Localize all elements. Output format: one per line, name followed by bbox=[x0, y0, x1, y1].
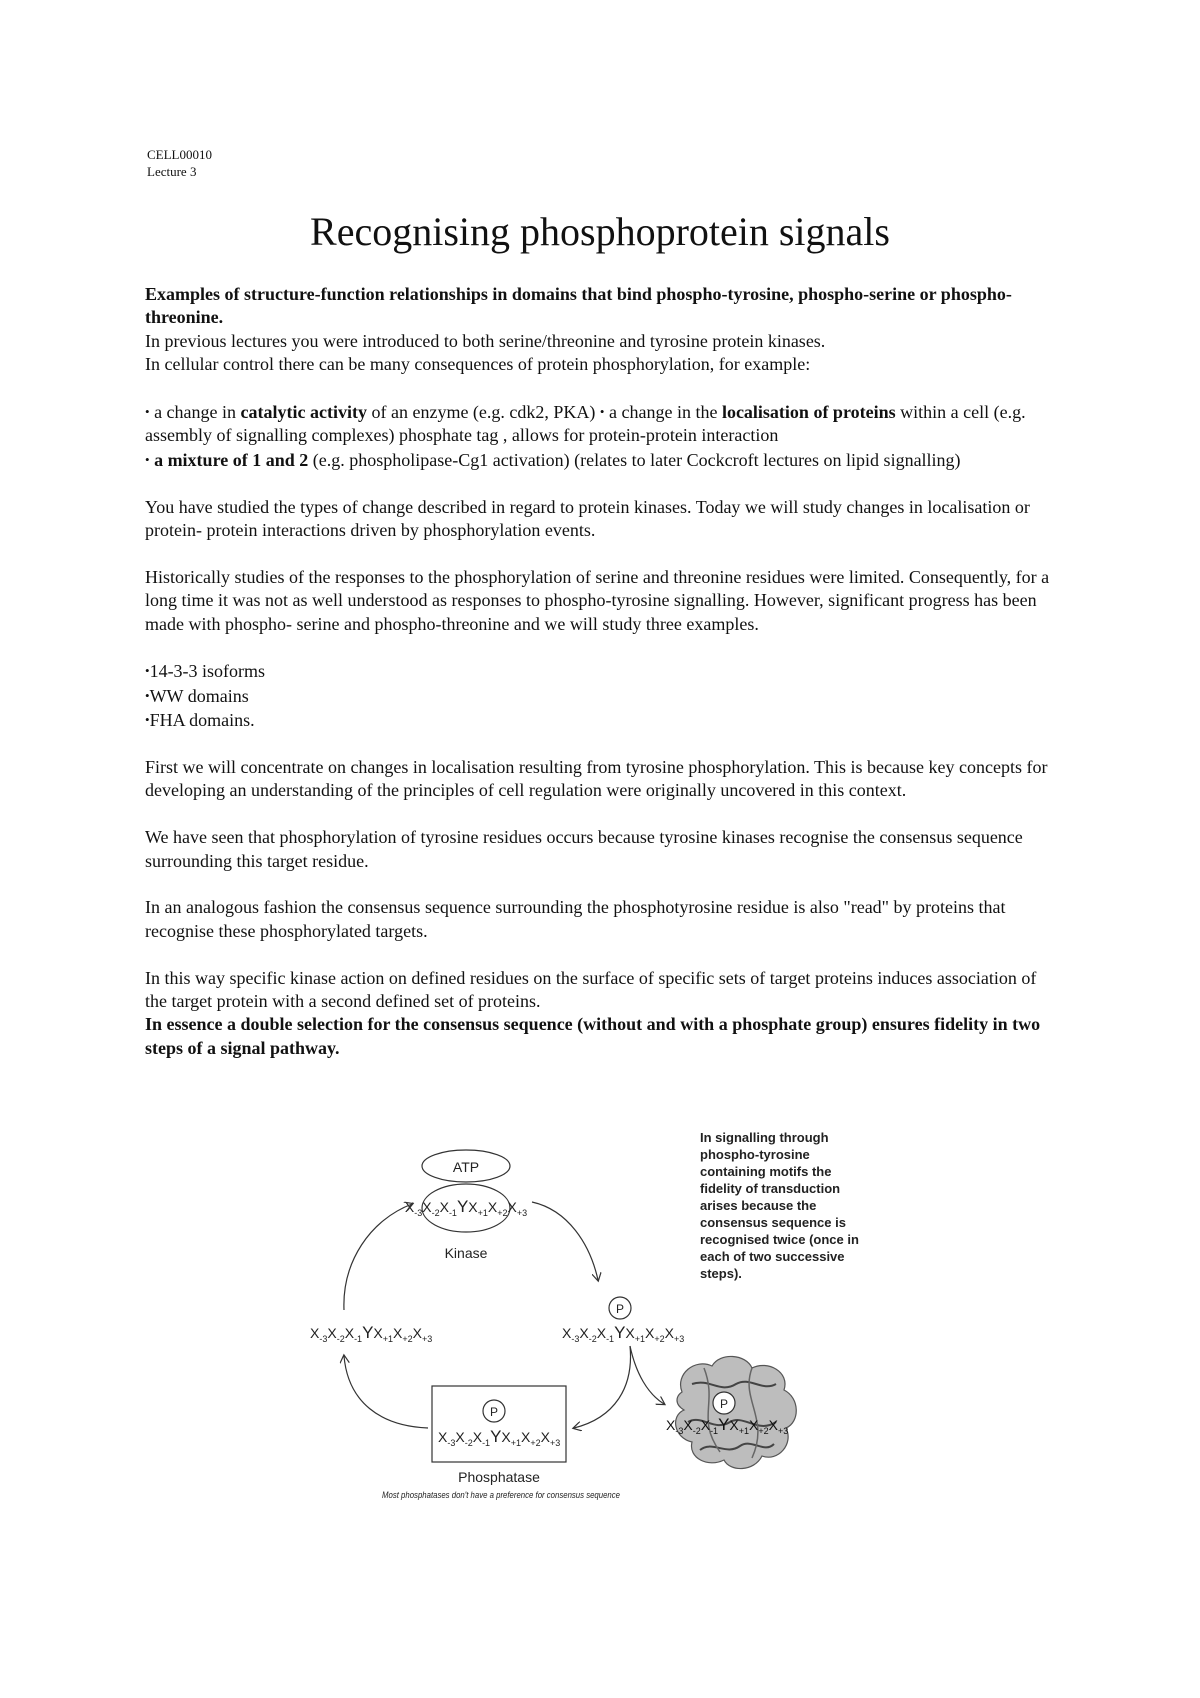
caption-line: each of two successive bbox=[700, 1249, 845, 1264]
kinase-label: Kinase bbox=[444, 1245, 488, 1261]
phosphate-label: P bbox=[615, 1302, 625, 1316]
paragraph-analogous: In an analogous fashion the consensus sequence surrounding the phosphotyrosine residue is also "read" by proteins that recognise these phosphorylated targets. bbox=[145, 897, 1006, 941]
atp-label: ATP bbox=[452, 1159, 480, 1175]
lecture-number: Lecture 3 bbox=[147, 164, 197, 179]
sh2-domain-protein-graphic bbox=[676, 1356, 797, 1468]
caption-line: consensus sequence is bbox=[700, 1215, 846, 1230]
consequence-c-bold: a mixture of 1 and 2 bbox=[154, 449, 309, 470]
bound-sequence: $X_{-3}X_{-2}X_{-1}YX_{+1}X_{+2}X_{+3}$ bbox=[666, 1415, 789, 1436]
paragraph-in-this-way: In this way specific kinase action on defined residues on the surface of specific sets of target proteins induces association of the target protein with a second defined set of proteins. bbox=[145, 967, 1037, 1012]
course-code: CELL00010 bbox=[147, 147, 212, 162]
kinase-sequence: $X_{-3}X_{-2}X_{-1}YX_{+1}X_{+2}X_{+3}$ bbox=[404, 1197, 528, 1218]
bullet-symbol: • bbox=[599, 404, 605, 420]
arrow-kinase-to-phospho bbox=[532, 1202, 598, 1280]
bullet-symbol: • bbox=[145, 451, 150, 467]
phosphatase-label: Phosphatase bbox=[458, 1469, 540, 1485]
substrate-sequence: $X_{-3}X_{-2}X_{-1}YX_{+1}X_{+2}X_{+3}$ bbox=[310, 1323, 433, 1344]
paragraph-in-essence: In essence a double selection for the consensus sequence (without and with a phosphate group) ensures fidelity in two steps of a signal pathway. bbox=[145, 1014, 1041, 1058]
document-body bbox=[145, 283, 1060, 1060]
phosphorylation-cycle-figure bbox=[300, 1122, 900, 1525]
caption-line: fidelity of transduction bbox=[700, 1181, 841, 1196]
list-item: • FHA domains. bbox=[145, 708, 1060, 732]
consequence-c-post: (e.g. phospholipase-Cg1 activation) (relates to later Cockcroft lectures on lipid signalling) bbox=[308, 449, 961, 470]
caption-line: containing motifs the bbox=[700, 1164, 832, 1179]
intro-line-2: In cellular control there can be many consequences of protein phosphorylation, for example: bbox=[145, 354, 811, 375]
caption-line: arises because the bbox=[700, 1198, 817, 1213]
phosphatase-sequence: $X_{-3}X_{-2}X_{-1}YX_{+1}X_{+2}X_{+3}$ bbox=[438, 1427, 561, 1448]
consequence-b-pre: a change in the bbox=[608, 402, 722, 423]
phosphate-label: P bbox=[719, 1397, 729, 1411]
arrow-substrate-to-kinase bbox=[344, 1204, 412, 1310]
paragraph-protein-kinases: You have studied the types of change described in regard to protein kinases. Today we will study changes in localisation or protein- protein interactions driven by phosphorylation events. bbox=[145, 496, 1030, 541]
caption-line: steps). bbox=[700, 1266, 742, 1281]
phospho-sequence: $X_{-3}X_{-2}X_{-1}YX_{+1}X_{+2}X_{+3}$ bbox=[562, 1323, 685, 1344]
examples-list bbox=[145, 659, 1060, 732]
phosphate-label: P bbox=[489, 1405, 499, 1419]
consequence-a-pre: a change in bbox=[154, 402, 241, 423]
intro-heading: Examples of structure-function relationships in domains that bind phospho-tyrosine, phospho-serine or phospho-threonine. bbox=[145, 284, 1012, 328]
phosphatase-box bbox=[432, 1386, 566, 1462]
caption-line: phospho-tyrosine bbox=[700, 1147, 810, 1162]
consequence-a-bold: catalytic activity bbox=[240, 402, 367, 423]
paragraph-first-we-will: First we will concentrate on changes in localisation resulting from tyrosine phosphorylation. This is because key concepts for developing an understanding of the principles of cell regulation were originally uncovered in this context. bbox=[145, 757, 1048, 801]
consequence-a-post: of an enzyme (e.g. cdk2, PKA) bbox=[366, 402, 600, 423]
document-header bbox=[147, 146, 212, 180]
arrow-phosphatase-to-substrate bbox=[344, 1356, 428, 1428]
paragraph-we-have-seen: We have seen that phosphorylation of tyrosine residues occurs because tyrosine kinases recognise the consensus sequence surrounding this target residue. bbox=[145, 827, 1023, 871]
paragraph-historically: Historically studies of the responses to the phosphorylation of serine and threonine residues were limited. Consequently, for a long time it was not as well understood as responses to phospho-tyrosine signalling. However, significant progress has been made with phospho- serine and phospho-threonine and we will study three examples. bbox=[145, 566, 1050, 634]
list-item: • WW domains bbox=[145, 684, 1060, 708]
figure-caption bbox=[700, 1130, 859, 1281]
caption-line: In signalling through bbox=[700, 1130, 829, 1145]
list-item: • 14-3-3 isoforms bbox=[145, 659, 1060, 683]
bullet-symbol: • bbox=[145, 404, 150, 420]
handwritten-note: Most phosphatases don't have a preference for consensus sequence bbox=[382, 1490, 620, 1500]
consequence-b-post: within a cell (e.g. assembly of signalling complexes) phosphate tag , allows for protein-protein interaction bbox=[145, 402, 1026, 446]
arrow-phospho-to-phosphatase bbox=[574, 1346, 631, 1428]
page-title: Recognising phosphoprotein signals bbox=[310, 209, 890, 254]
consequence-b-bold: localisation of proteins bbox=[721, 402, 896, 423]
caption-line: recognised twice (once in bbox=[700, 1232, 859, 1247]
arrow-phospho-to-sh2 bbox=[630, 1346, 664, 1404]
consequences-paragraph bbox=[145, 400, 1060, 448]
consequence-c bbox=[145, 448, 1060, 472]
intro-line-1: In previous lectures you were introduced to both serine/threonine and tyrosine protein kinases. bbox=[145, 330, 826, 351]
